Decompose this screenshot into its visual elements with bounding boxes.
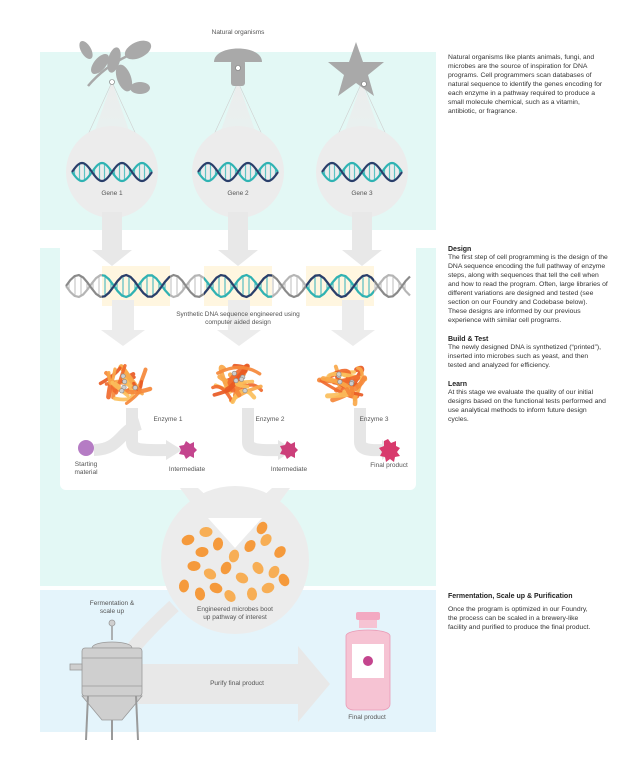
starting-material-molecule [78, 440, 94, 456]
organisms-description [448, 54, 608, 117]
fermentation-text: Once the program is optimized in our Foundry, the process can be scaled in a brewery-like facility and purified to produce the final product. [448, 606, 591, 632]
design-title: Design [448, 246, 472, 253]
gene-2-label: Gene 2 [227, 190, 249, 197]
enzyme-2-label: Enzyme 2 [255, 416, 285, 423]
final-product-molecule-label: Final product [370, 462, 408, 469]
build-test-text: The newly designed DNA is synthetized (“printed”), inserted into microbes such as yeast, and then tested and analyzed for efficiency. [448, 344, 601, 370]
build-test-title: Build & Test [448, 335, 489, 343]
organisms-text: Natural organisms like plants animals, fungi, and microbes are the source of inspiration for DNA programs. Cell programmers scan databases of natural sequence to identify the genes encoding for each enzyme in a pathway required to produce a small molecule chemical, such as a vitamin, antibiotic, or fragrance. [448, 54, 603, 115]
design-description [448, 245, 608, 425]
dna-caption: Synthetic DNA sequence engineered using computer aided design [176, 311, 300, 327]
natural-organisms-label: Natural organisms [211, 29, 265, 36]
learn-text: At this stage we evaluate the quality of our initial designs based on the functional tests performed and use analytical methods to inform future design cycles. [448, 389, 606, 424]
fermentation-label: Fermentation & scale up [89, 600, 135, 616]
gene-1-label: Gene 1 [101, 190, 123, 197]
learn-title: Learn [448, 381, 468, 389]
starting-material-label: Starting material [74, 461, 98, 477]
design-text: The first step of cell programming is the design of the DNA sequence encoding the full pathway of enzyme steps, along with sequences that tell the cell when and how to read the program. Often, large libraries of different variations are designed and tested (see section on our Foundry and Codebase below). These designs are informed by our previous experience with similar cell programs. [448, 254, 608, 325]
enzyme-3-label: Enzyme 3 [359, 416, 389, 423]
purify-label: Purify final product [210, 680, 264, 687]
gene-3-label: Gene 3 [351, 190, 373, 197]
intermediate-1-label: Intermediate [168, 466, 206, 473]
intermediate-2-label: Intermediate [270, 466, 308, 473]
microbes-caption: Engineered microbes boot up pathway of interest [197, 606, 273, 622]
fermentation-title: Fermentation, Scale up & Purification [448, 593, 573, 600]
final-product-label: Final product [348, 714, 386, 721]
enzyme-1-label: Enzyme 1 [153, 416, 183, 423]
fermentation-description [448, 592, 598, 633]
